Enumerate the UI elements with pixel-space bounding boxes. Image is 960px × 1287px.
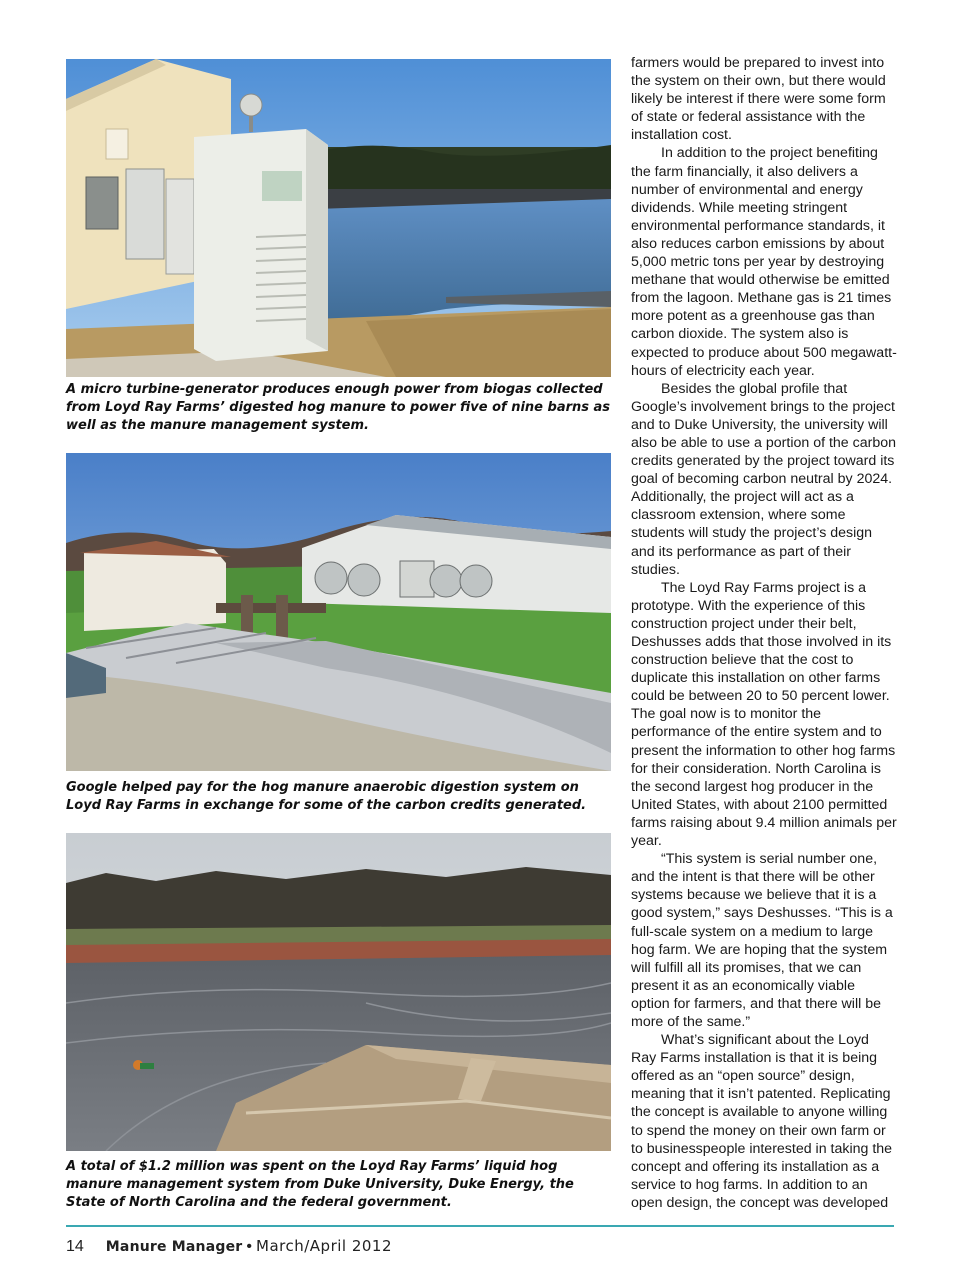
- photo-lagoon-liner: [66, 833, 611, 1151]
- figure-caption-1: A micro turbine-generator produces enough power from biogas collected from Loyd Ray Farms’ digested hog manure to power five of nine barns as well as the manure management system.: [66, 382, 611, 433]
- footer-separator: •: [246, 1238, 253, 1255]
- issue-date: March/April 2012: [256, 1237, 393, 1255]
- article-paragraph-5: “This system is serial number one, and the intent is that there will be other systems because we believe that it is a good system,” says Deshusses. “This is a full-scale system on a medium to large hog farm. We are hoping that the system will fulfill all its promises, that we can present it as an economically viable option for farmers, and that there will be more of the same.”: [631, 851, 893, 1030]
- article-paragraph-3: Besides the global profile that Google’s involvement brings to the project and to Duke University, the university will also be able to use a portion of the carbon credits generated by the project toward its goal of becoming carbon neutral by 2024. Additionally, the project will act as a classroom extension, where some students will study the project’s design and its performance as part of their studies.: [631, 380, 897, 578]
- photo-turbine-generator: [66, 59, 611, 377]
- article-paragraph-2: In addition to the project benefiting the farm financially, it also delivers a number of environmental and energy dividends. While meeting stringent environmental performance standards, it also reduces carbon emissions by about 5,000 metric tons per year by destroying methane that would otherwise be emitted from the lagoon. Methane gas is 21 times more potent as a greenhouse gas than carbon dioxide. The system also is expected to produce about 500 megawatt-hours of electricity each year.: [631, 145, 897, 379]
- figure-caption-2: Google helped pay for the hog manure anaerobic digestion system on Loyd Ray Farms in exchange for some of the carbon credits generated.: [66, 780, 587, 813]
- photo-barns-lagoon: [66, 453, 611, 771]
- article-paragraph-4: The Loyd Ray Farms project is a prototype. With the experience of this construction project under their belt, Deshusses adds that those involved in its construction believe that the cost to duplicate this installation on other farms could be between 20 to 50 percent lower. The goal now is to monitor the performance of the entire system and to present the information to other hog farms for their consideration. North Carolina is the second largest hog producer in the United States, with about 2100 permitted farms raising about 9.4 million animals per year.: [631, 579, 897, 850]
- figure-caption-3: A total of $1.2 million was spent on the Loyd Ray Farms’ liquid hog manure management system from Duke University, Duke Energy, the State of North Carolina and the federal government.: [66, 1159, 574, 1210]
- footer-rule: [66, 1225, 894, 1227]
- article-paragraph-6: What’s significant about the Loyd Ray Farms installation is that it is being offered as an “open source” design, meaning that it isn’t patented. Replicating the concept is available to anyone willing to spend the money on their own farm or to businesspeople interested in taking the concept and offering its installation as a service to hog farms. In addition to an open design, the concept was developed: [631, 1032, 893, 1211]
- article-column: [631, 54, 897, 1212]
- magazine-name: Manure Manager: [105, 1239, 243, 1255]
- page-number: 14: [66, 1238, 84, 1255]
- page-footer: [66, 1237, 392, 1256]
- article-paragraph-1: farmers would be prepared to invest into the system on their own, but there would likely be interest if there were some form of state or federal assistance with the installation cost.: [631, 55, 886, 144]
